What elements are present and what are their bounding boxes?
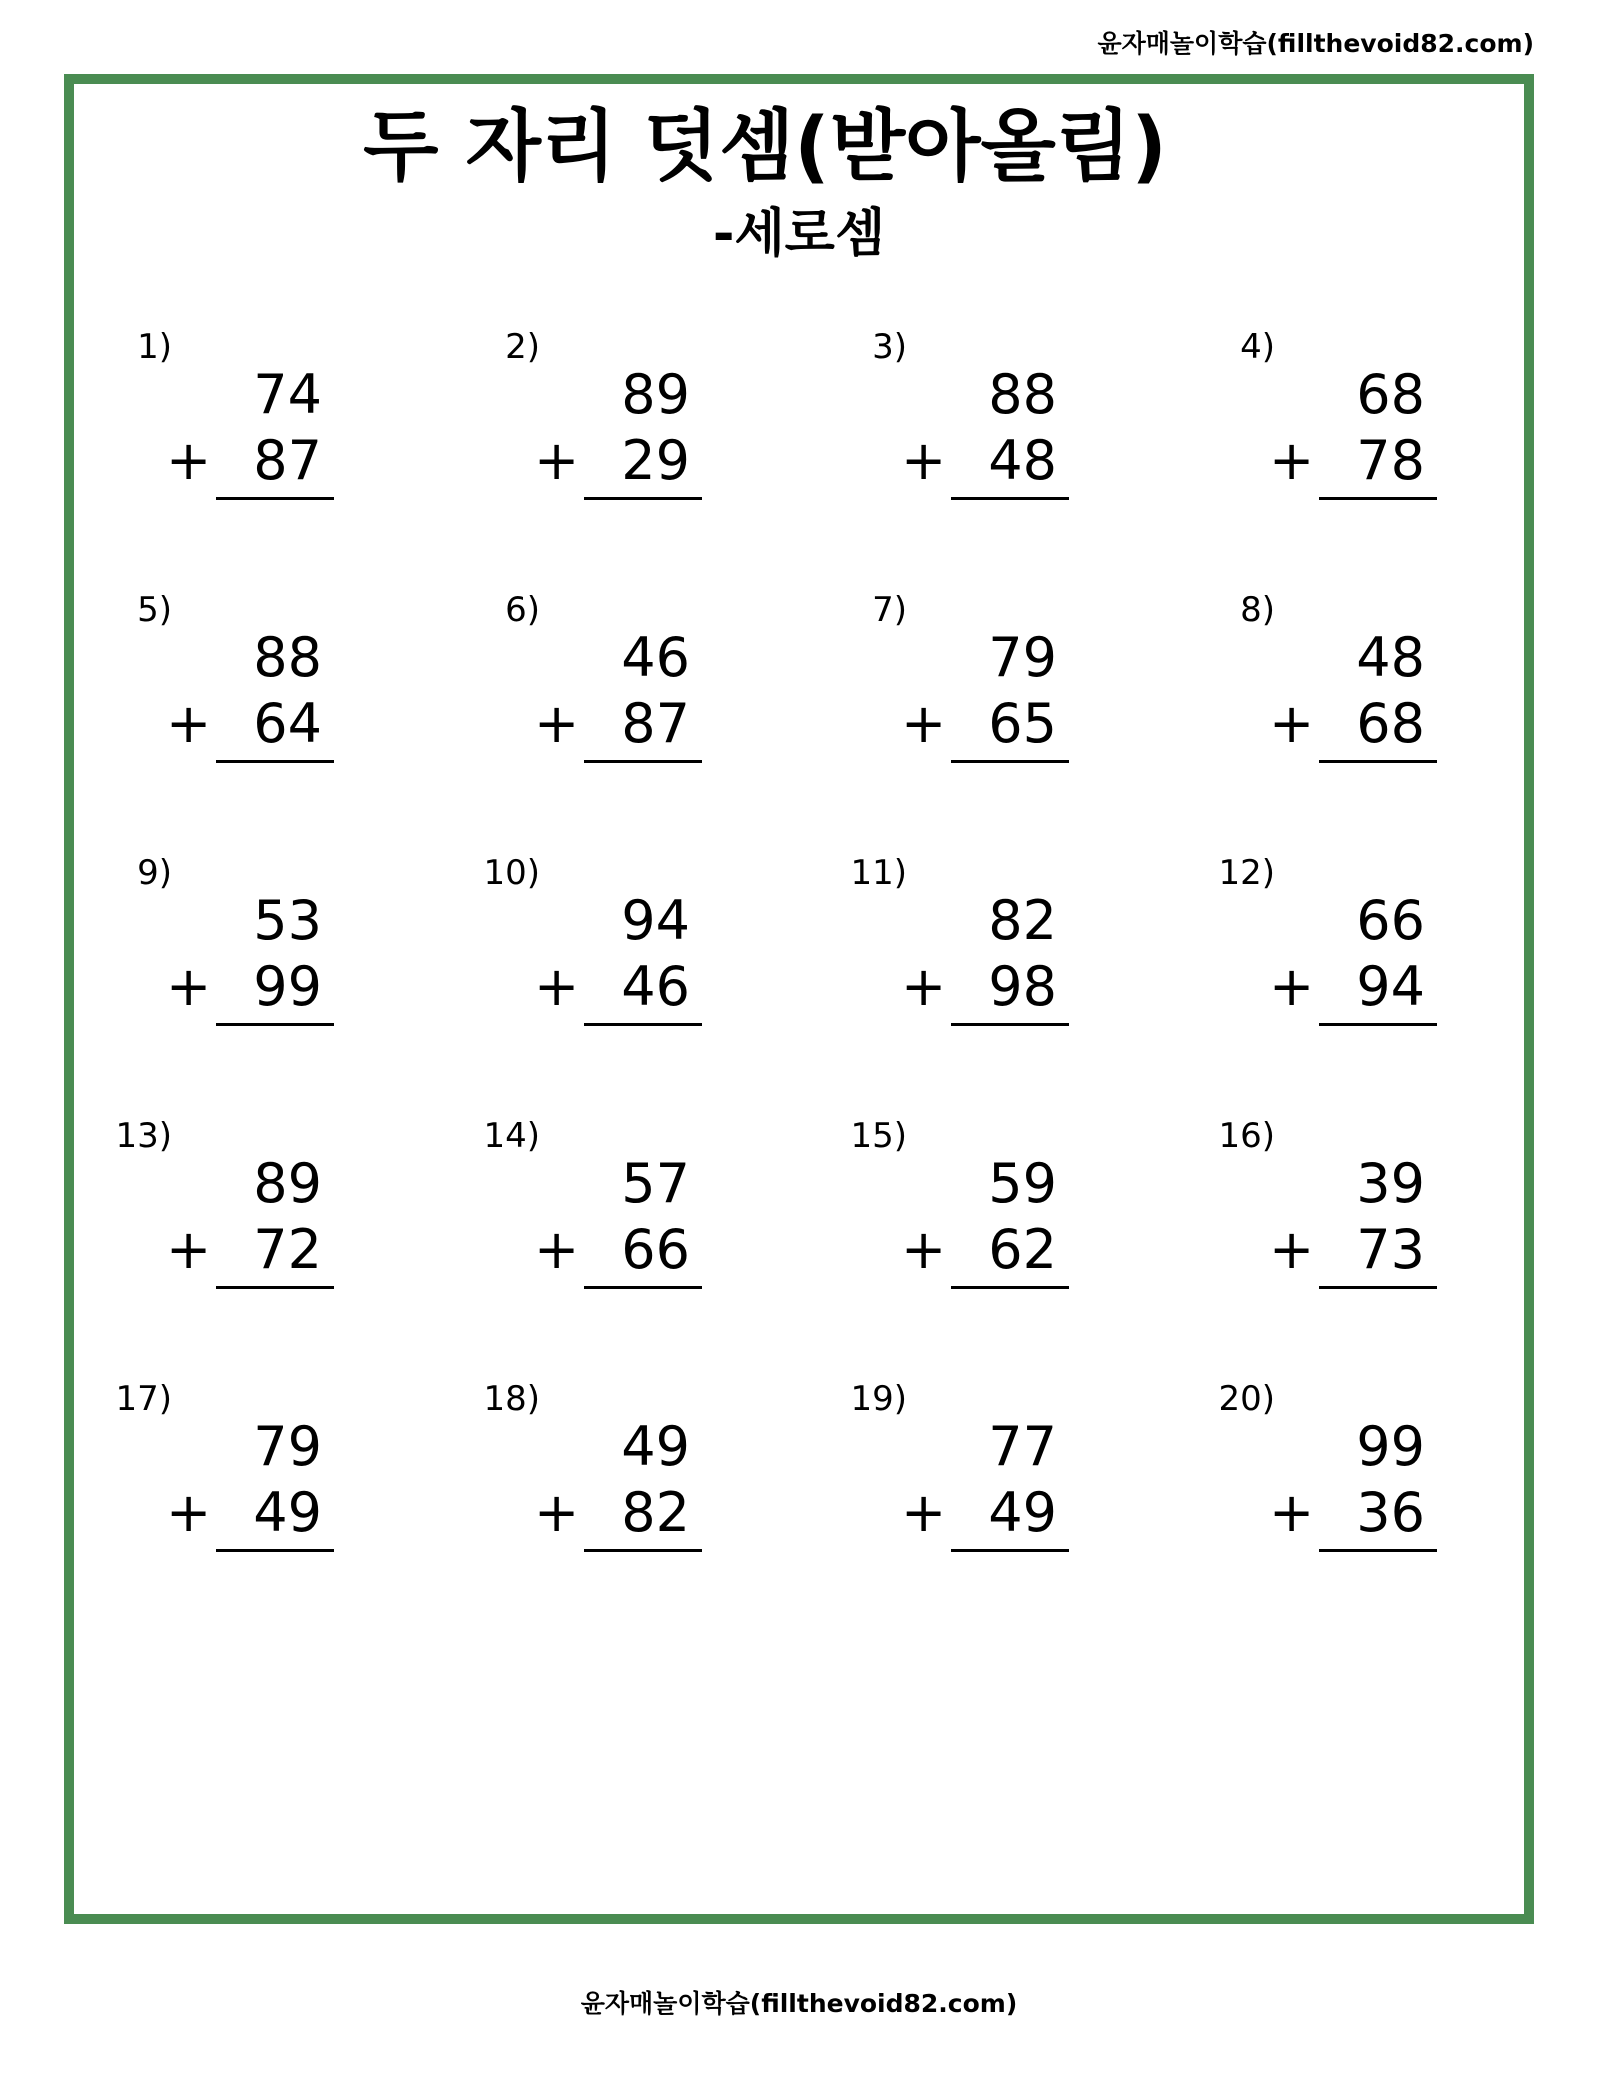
addend-bottom-row	[1225, 692, 1425, 755]
problem-item	[1165, 327, 1425, 530]
addend-bottom-row	[1225, 1218, 1425, 1281]
addend-bottom: 49	[988, 1481, 1057, 1544]
addend-bottom: 36	[1356, 1481, 1425, 1544]
addend-bottom: 87	[621, 692, 690, 755]
problem-item	[797, 1116, 1057, 1319]
answer-line	[584, 497, 702, 500]
worksheet-title: 두 자리 덧셈(받아올림)	[363, 102, 1167, 192]
addend-bottom-row	[857, 1481, 1057, 1544]
addend-bottom-row	[122, 429, 322, 492]
plus-sign: +	[166, 1481, 212, 1544]
addend-bottom: 66	[621, 1218, 690, 1281]
plus-sign: +	[901, 955, 947, 1018]
problem-number: 16)	[1218, 1116, 1275, 1156]
answer-line	[216, 497, 334, 500]
addend-top: 49	[621, 1415, 690, 1478]
addend-top: 99	[1356, 1415, 1425, 1478]
problem-item	[1165, 590, 1425, 793]
problem-item	[430, 1116, 690, 1319]
answer-line	[951, 760, 1069, 763]
answer-line	[951, 1023, 1069, 1026]
addend-bottom: 62	[988, 1218, 1057, 1281]
plus-sign: +	[534, 955, 580, 1018]
addend-bottom: 72	[253, 1218, 322, 1281]
plus-sign: +	[1269, 1481, 1315, 1544]
plus-sign: +	[166, 429, 212, 492]
problem-number: 6)	[505, 590, 540, 630]
plus-sign: +	[1269, 1218, 1315, 1281]
addend-bottom-row	[490, 1481, 690, 1544]
addend-bottom-row	[857, 955, 1057, 1018]
answer-line	[1319, 1549, 1437, 1552]
addend-top: 89	[253, 1152, 322, 1215]
addend-top: 79	[253, 1415, 322, 1478]
problem-number: 2)	[505, 327, 540, 367]
answer-line	[951, 497, 1069, 500]
answer-line	[1319, 497, 1437, 500]
footer-credit: 윤자매놀이학습(fillthevoid82.com)	[580, 1989, 1018, 2018]
problem-item	[430, 590, 690, 793]
plus-sign: +	[901, 1481, 947, 1544]
plus-sign: +	[166, 692, 212, 755]
answer-line	[1319, 760, 1437, 763]
problem-number: 1)	[137, 327, 172, 367]
addend-top: 66	[1356, 889, 1425, 952]
addend-bottom: 82	[621, 1481, 690, 1544]
addend-top: 79	[988, 626, 1057, 689]
addend-bottom-row	[122, 1481, 322, 1544]
answer-line	[1319, 1286, 1437, 1289]
addend-bottom: 65	[988, 692, 1057, 755]
problem-item	[797, 327, 1057, 530]
addend-bottom: 73	[1356, 1218, 1425, 1281]
worksheet-subtitle: -세로셈	[712, 204, 886, 264]
addend-top: 77	[988, 1415, 1057, 1478]
problem-number: 7)	[872, 590, 907, 630]
addend-bottom-row	[857, 692, 1057, 755]
problem-item	[1165, 853, 1425, 1056]
addend-top: 82	[988, 889, 1057, 952]
addend-bottom-row	[490, 692, 690, 755]
answer-line	[951, 1549, 1069, 1552]
addend-bottom: 94	[1356, 955, 1425, 1018]
addend-bottom: 68	[1356, 692, 1425, 755]
problem-item	[797, 1379, 1057, 1582]
plus-sign: +	[166, 955, 212, 1018]
addend-top: 39	[1356, 1152, 1425, 1215]
addend-bottom-row	[1225, 955, 1425, 1018]
addend-bottom: 29	[621, 429, 690, 492]
answer-line	[1319, 1023, 1437, 1026]
addend-top: 57	[621, 1152, 690, 1215]
addend-bottom-row	[857, 429, 1057, 492]
addend-bottom-row	[122, 1218, 322, 1281]
problem-item	[430, 1379, 690, 1582]
answer-line	[216, 1023, 334, 1026]
addend-bottom-row	[490, 1218, 690, 1281]
problem-item	[1165, 1379, 1425, 1582]
addend-bottom-row	[490, 429, 690, 492]
problem-number: 20)	[1218, 1379, 1275, 1419]
plus-sign: +	[534, 429, 580, 492]
addend-bottom: 48	[988, 429, 1057, 492]
plus-sign: +	[534, 1481, 580, 1544]
problem-item	[430, 853, 690, 1056]
problem-item	[62, 327, 322, 530]
problem-item	[797, 853, 1057, 1056]
answer-line	[216, 1549, 334, 1552]
problem-item	[62, 853, 322, 1056]
addend-bottom-row	[1225, 429, 1425, 492]
answer-line	[584, 1549, 702, 1552]
addend-top: 88	[253, 626, 322, 689]
addend-top: 46	[621, 626, 690, 689]
plus-sign: +	[901, 692, 947, 755]
addend-bottom-row	[1225, 1481, 1425, 1544]
addend-top: 68	[1356, 363, 1425, 426]
plus-sign: +	[901, 1218, 947, 1281]
problem-number: 18)	[483, 1379, 540, 1419]
addend-bottom: 46	[621, 955, 690, 1018]
addend-top: 94	[621, 889, 690, 952]
addend-bottom: 99	[253, 955, 322, 1018]
addend-bottom-row	[122, 955, 322, 1018]
problem-item	[62, 1116, 322, 1319]
addend-top: 89	[621, 363, 690, 426]
addend-top: 48	[1356, 626, 1425, 689]
problem-item	[62, 590, 322, 793]
answer-line	[216, 760, 334, 763]
header-credit: 윤자매놀이학습(fillthevoid82.com)	[1097, 29, 1534, 58]
addend-bottom: 49	[253, 1481, 322, 1544]
answer-line	[584, 1286, 702, 1289]
addend-bottom: 64	[253, 692, 322, 755]
problem-number: 15)	[850, 1116, 907, 1156]
plus-sign: +	[1269, 955, 1315, 1018]
answer-line	[951, 1286, 1069, 1289]
addend-bottom: 87	[253, 429, 322, 492]
problem-number: 14)	[483, 1116, 540, 1156]
problem-number: 11)	[850, 853, 907, 893]
problem-number: 10)	[483, 853, 540, 893]
addend-bottom-row	[490, 955, 690, 1018]
addend-top: 59	[988, 1152, 1057, 1215]
plus-sign: +	[534, 1218, 580, 1281]
addend-top: 88	[988, 363, 1057, 426]
problem-number: 4)	[1240, 327, 1275, 367]
problem-number: 8)	[1240, 590, 1275, 630]
plus-sign: +	[1269, 429, 1315, 492]
problem-number: 12)	[1218, 853, 1275, 893]
addend-bottom: 78	[1356, 429, 1425, 492]
plus-sign: +	[1269, 692, 1315, 755]
problem-item	[62, 1379, 322, 1582]
plus-sign: +	[534, 692, 580, 755]
problem-number: 13)	[115, 1116, 172, 1156]
problem-number: 3)	[872, 327, 907, 367]
plus-sign: +	[166, 1218, 212, 1281]
addend-top: 53	[253, 889, 322, 952]
plus-sign: +	[901, 429, 947, 492]
problem-number: 5)	[137, 590, 172, 630]
answer-line	[584, 1023, 702, 1026]
addend-bottom: 98	[988, 955, 1057, 1018]
problem-number: 17)	[115, 1379, 172, 1419]
problem-item	[1165, 1116, 1425, 1319]
problem-item	[797, 590, 1057, 793]
problem-item	[430, 327, 690, 530]
addend-bottom-row	[857, 1218, 1057, 1281]
addend-bottom-row	[122, 692, 322, 755]
answer-line	[584, 760, 702, 763]
problem-number: 19)	[850, 1379, 907, 1419]
problem-number: 9)	[137, 853, 172, 893]
answer-line	[216, 1286, 334, 1289]
addend-top: 74	[253, 363, 322, 426]
